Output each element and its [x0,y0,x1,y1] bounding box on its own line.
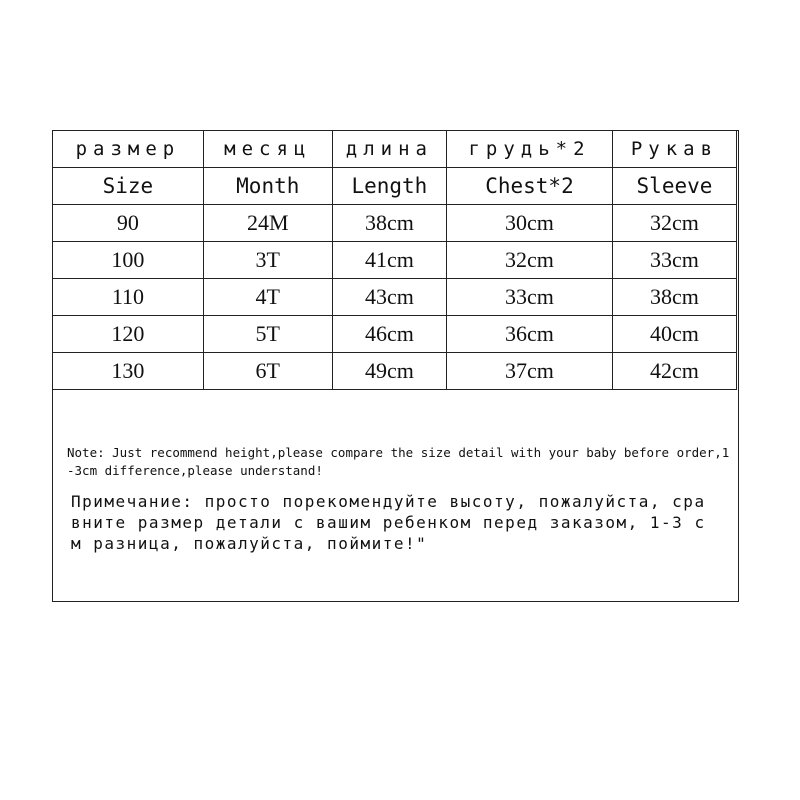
note-english: Note: Just recommend height,please compare the size detail with your baby before order,1-3cm difference,please understand! [67,445,730,478]
length-cell: 38cm [332,205,446,242]
header-length-ru: длина [332,131,446,168]
chest-cell: 30cm [447,205,613,242]
length-cell: 41cm [332,242,446,279]
chest-cell: 36cm [447,316,613,353]
chest-cell: 37cm [447,353,613,390]
table-row [53,316,737,353]
month-cell: 4T [203,279,332,316]
table-row [53,242,737,279]
month-cell: 5T [203,316,332,353]
size-chart [52,130,739,602]
length-cell: 46cm [332,316,446,353]
sleeve-cell: 42cm [612,353,736,390]
header-row-russian [53,131,737,168]
sleeve-cell: 33cm [612,242,736,279]
header-size-ru: размер [53,131,204,168]
size-cell: 90 [53,205,204,242]
size-cell: 100 [53,242,204,279]
month-cell: 6T [203,353,332,390]
chest-cell: 32cm [447,242,613,279]
sleeve-cell: 32cm [612,205,736,242]
header-chest-ru: грудь*2 [447,131,613,168]
chest-cell: 33cm [447,279,613,316]
table-row [53,279,737,316]
table-row [53,205,737,242]
sleeve-cell: 38cm [612,279,736,316]
month-cell: 24M [203,205,332,242]
size-cell: 110 [53,279,204,316]
header-size-en: Size [53,168,204,205]
month-cell: 3T [203,242,332,279]
size-cell: 130 [53,353,204,390]
header-month-ru: месяц [203,131,332,168]
length-cell: 49cm [332,353,446,390]
table-row [53,353,737,390]
header-sleeve-ru: Рукав [612,131,736,168]
sleeve-cell: 40cm [612,316,736,353]
header-chest-en: Chest*2 [447,168,613,205]
size-table [52,130,737,390]
header-length-en: Length [332,168,446,205]
header-row-english [53,168,737,205]
length-cell: 43cm [332,279,446,316]
header-sleeve-en: Sleeve [612,168,736,205]
note-russian: Примечание: просто порекомендуйте высоту, пожалуйста, сравните размер детали с вашим ребенком перед заказом, 1-3 см разница, пожалуйста, поймите!" [71,492,706,553]
header-month-en: Month [203,168,332,205]
size-cell: 120 [53,316,204,353]
